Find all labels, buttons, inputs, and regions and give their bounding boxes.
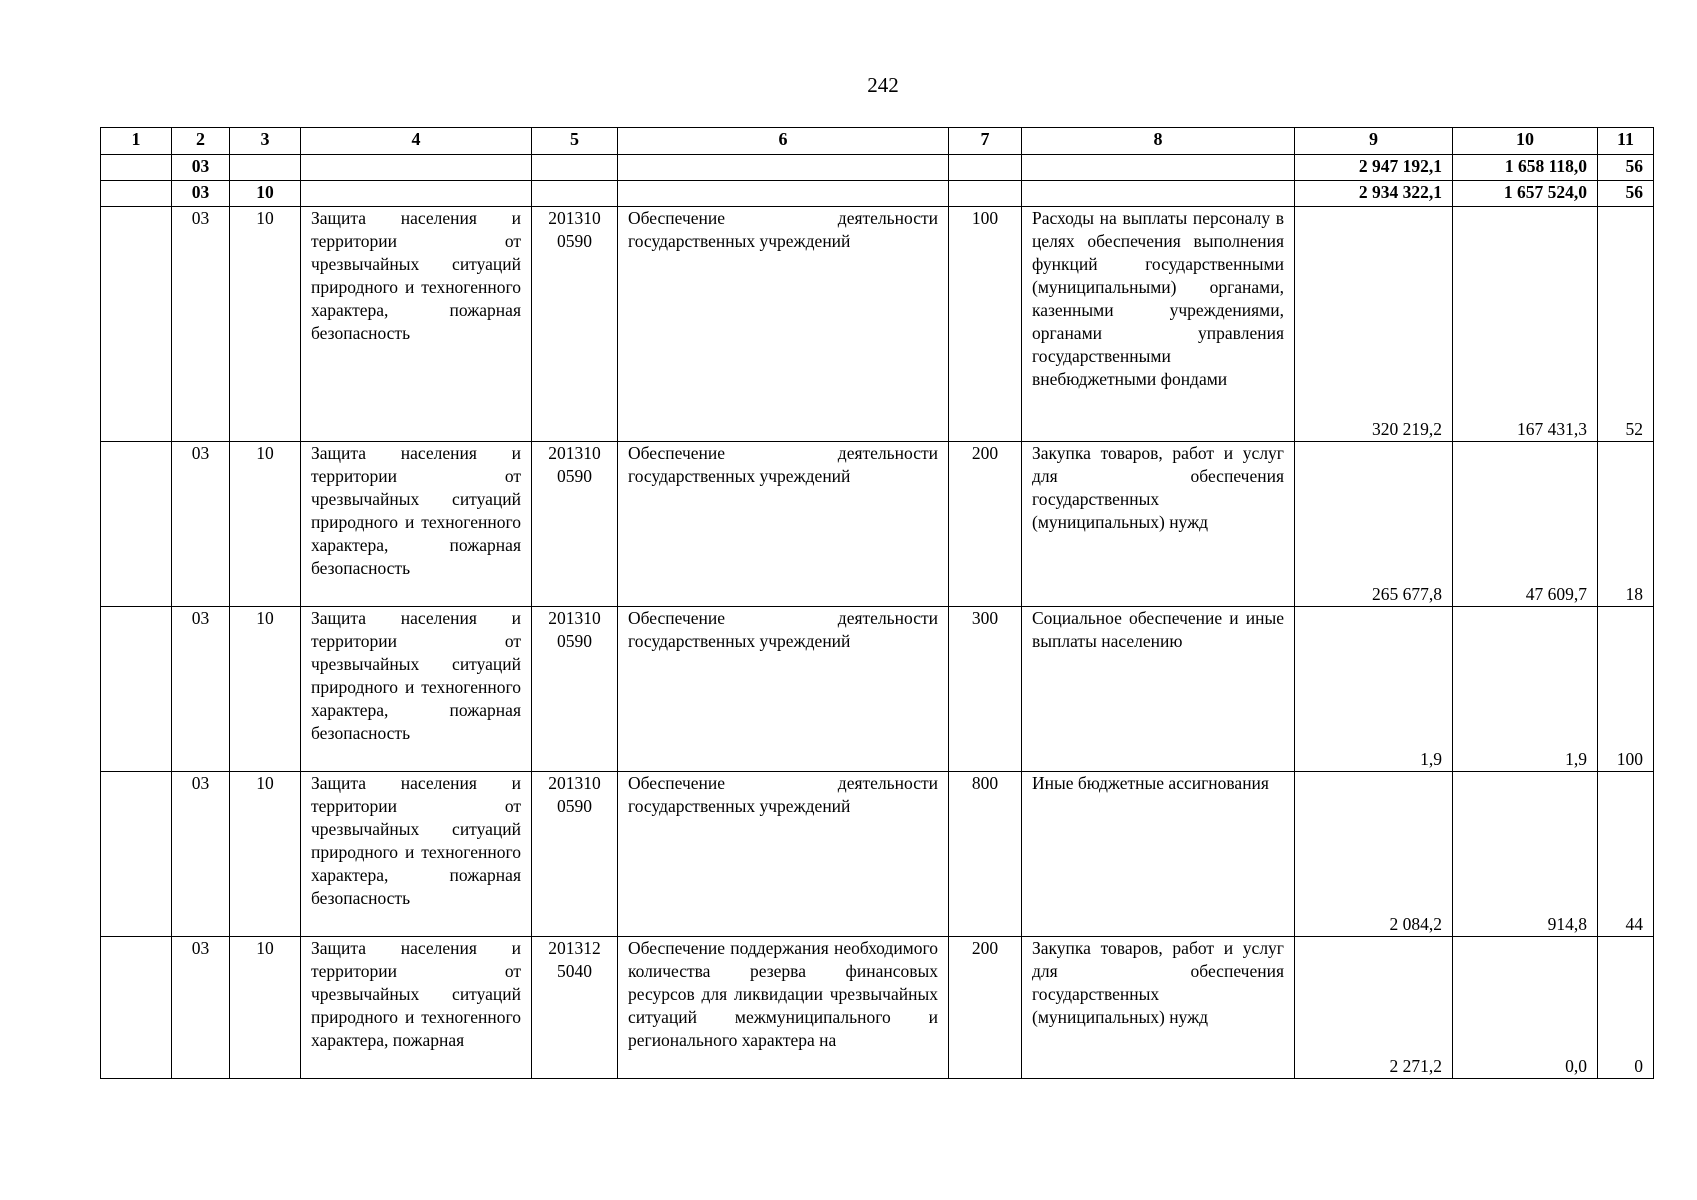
header-cell: 9 [1295, 128, 1453, 155]
approved-amount-cell: 2 271,2 [1295, 937, 1453, 1079]
executed-amount-cell: 1 658 118,0 [1453, 155, 1598, 181]
subsection-code-cell: 10 [230, 207, 301, 442]
subsection-code-cell: 10 [230, 937, 301, 1079]
header-cell: 1 [101, 128, 172, 155]
percent-cell: 56 [1598, 155, 1654, 181]
percent-cell: 18 [1598, 442, 1654, 607]
target-article-cell: 201312 5040 [532, 937, 618, 1079]
executed-amount-cell: 47 609,7 [1453, 442, 1598, 607]
target-article-name-cell: Обеспечение деятельности государственных учреждений [618, 442, 949, 607]
target-article-cell: 201310 0590 [532, 207, 618, 442]
col4-cell [301, 155, 532, 181]
header-cell: 10 [1453, 128, 1598, 155]
table-row [101, 207, 1654, 442]
subsection-code-cell: 10 [230, 772, 301, 937]
header-cell: 4 [301, 128, 532, 155]
target-article-name-cell: Обеспечение деятельности государственных учреждений [618, 772, 949, 937]
section-code-cell: 03 [172, 181, 230, 207]
section-name-cell: Защита населения и территории от чрезвычайных ситуаций природного и техногенного характера, пожарная безопасность [301, 607, 532, 772]
target-article-name-cell: Обеспечение деятельности государственных учреждений [618, 607, 949, 772]
col5-cell [532, 155, 618, 181]
header-cell: 11 [1598, 128, 1654, 155]
approved-amount-cell: 265 677,8 [1295, 442, 1453, 607]
expense-type-code-cell: 300 [949, 607, 1022, 772]
col6-cell [618, 181, 949, 207]
percent-cell: 52 [1598, 207, 1654, 442]
percent-cell: 0 [1598, 937, 1654, 1079]
col8-cell [1022, 155, 1295, 181]
table-row [101, 442, 1654, 607]
budget-table [100, 127, 1654, 1079]
expense-type-code-cell: 200 [949, 937, 1022, 1079]
executed-amount-cell: 1 657 524,0 [1453, 181, 1598, 207]
target-article-cell: 201310 0590 [532, 772, 618, 937]
col8-cell [1022, 181, 1295, 207]
col1-cell [101, 937, 172, 1079]
col1-cell [101, 155, 172, 181]
expense-type-name-cell: Иные бюджетные ассигнования [1022, 772, 1295, 937]
col4-cell [301, 181, 532, 207]
expense-type-name-cell: Расходы на выплаты персоналу в целях обеспечения выполнения функций государственными (муниципальными) органами, казенными учреждениями, органами управления государственными внебюджетными фондами [1022, 207, 1295, 442]
col7-cell [949, 181, 1022, 207]
col1-cell [101, 207, 172, 442]
header-cell: 3 [230, 128, 301, 155]
expense-type-name-cell: Закупка товаров, работ и услуг для обеспечения государственных (муниципальных) нужд [1022, 937, 1295, 1079]
subsection-code-cell: 10 [230, 181, 301, 207]
percent-cell: 56 [1598, 181, 1654, 207]
section-code-cell: 03 [172, 155, 230, 181]
target-article-cell: 201310 0590 [532, 442, 618, 607]
target-article-cell: 201310 0590 [532, 607, 618, 772]
expense-type-code-cell: 800 [949, 772, 1022, 937]
approved-amount-cell: 2 934 322,1 [1295, 181, 1453, 207]
col1-cell [101, 772, 172, 937]
executed-amount-cell: 167 431,3 [1453, 207, 1598, 442]
table-row [101, 937, 1654, 1079]
section-code-cell: 03 [172, 442, 230, 607]
expense-type-code-cell: 100 [949, 207, 1022, 442]
expense-type-name-cell: Социальное обеспечение и иные выплаты населению [1022, 607, 1295, 772]
section-code-cell: 03 [172, 772, 230, 937]
approved-amount-cell: 2 947 192,1 [1295, 155, 1453, 181]
executed-amount-cell: 914,8 [1453, 772, 1598, 937]
subsection-code-cell: 10 [230, 442, 301, 607]
header-cell: 8 [1022, 128, 1295, 155]
col6-cell [618, 155, 949, 181]
approved-amount-cell: 320 219,2 [1295, 207, 1453, 442]
approved-amount-cell: 1,9 [1295, 607, 1453, 772]
section-name-cell: Защита населения и территории от чрезвычайных ситуаций природного и техногенного характера, пожарная безопасность [301, 207, 532, 442]
header-cell: 2 [172, 128, 230, 155]
section-code-cell: 03 [172, 607, 230, 772]
target-article-name-cell: Обеспечение деятельности государственных учреждений [618, 207, 949, 442]
approved-amount-cell: 2 084,2 [1295, 772, 1453, 937]
subsection-code-cell [230, 155, 301, 181]
table-row [101, 607, 1654, 772]
percent-cell: 100 [1598, 607, 1654, 772]
col7-cell [949, 155, 1022, 181]
percent-cell: 44 [1598, 772, 1654, 937]
section-name-cell: Защита населения и территории от чрезвычайных ситуаций природного и техногенного характера, пожарная безопасность [301, 442, 532, 607]
col1-cell [101, 442, 172, 607]
col1-cell [101, 181, 172, 207]
header-row [101, 128, 1654, 155]
section-name-cell: Защита населения и территории от чрезвычайных ситуаций природного и техногенного характера, пожарная [301, 937, 532, 1079]
col5-cell [532, 181, 618, 207]
page-number: 242 [867, 73, 899, 97]
expense-type-name-cell: Закупка товаров, работ и услуг для обеспечения государственных (муниципальных) нужд [1022, 442, 1295, 607]
section-code-cell: 03 [172, 207, 230, 442]
target-article-name-cell: Обеспечение поддержания необходимого количества резерва финансовых ресурсов для ликвидации чрезвычайных ситуаций межмуниципального и регионального характера на [618, 937, 949, 1079]
expense-type-code-cell: 200 [949, 442, 1022, 607]
executed-amount-cell: 1,9 [1453, 607, 1598, 772]
subsection-code-cell: 10 [230, 607, 301, 772]
table-row [101, 772, 1654, 937]
section-name-cell: Защита населения и территории от чрезвычайных ситуаций природного и техногенного характера, пожарная безопасность [301, 772, 532, 937]
section-code-cell: 03 [172, 937, 230, 1079]
summary-row [101, 181, 1654, 207]
header-cell: 7 [949, 128, 1022, 155]
summary-row [101, 155, 1654, 181]
executed-amount-cell: 0,0 [1453, 937, 1598, 1079]
header-cell: 6 [618, 128, 949, 155]
col1-cell [101, 607, 172, 772]
header-cell: 5 [532, 128, 618, 155]
